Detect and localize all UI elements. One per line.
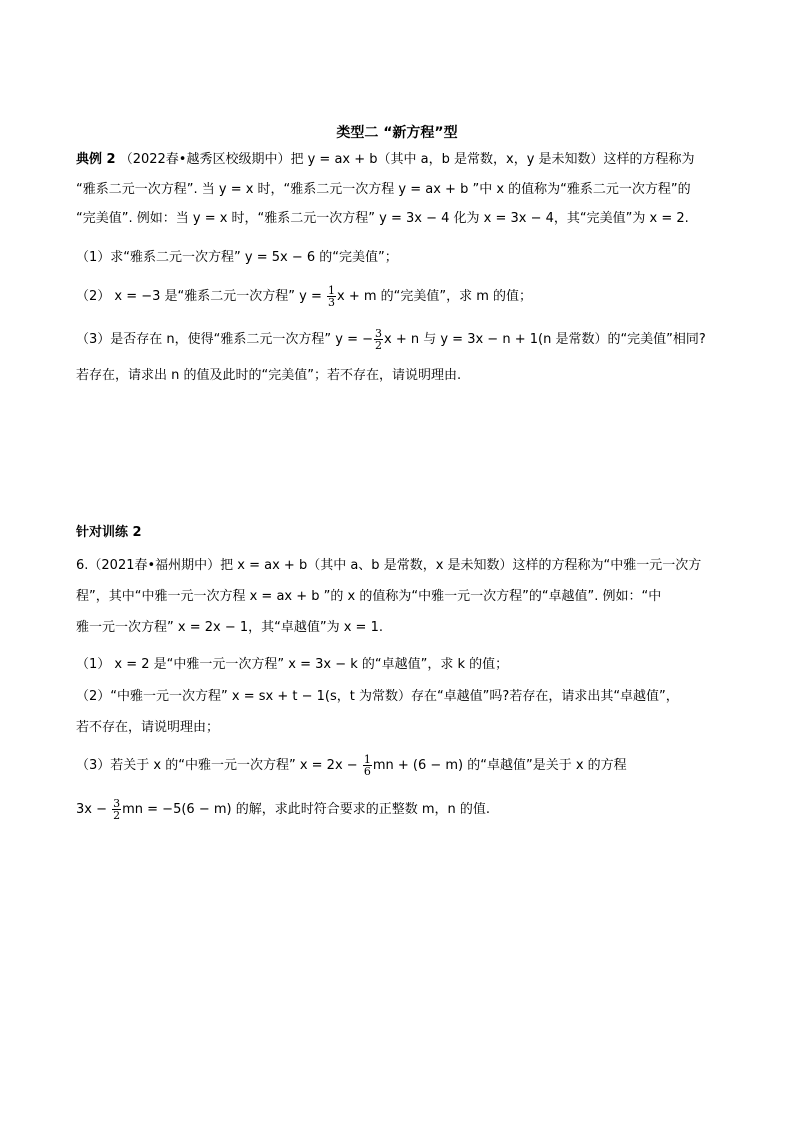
- training-question-1: （1） x = 2 是“中雅一元一次方程” x = 3x − k 的“卓越值”，求 k 的值；: [76, 657, 509, 672]
- example-text-1: （2022春•越秀区校级期中）把 y = ax + b（其中 a，b 是常数，x，y 是未知数）这样的方程称为: [119, 152, 695, 167]
- example-question-2: [76, 285, 532, 308]
- section-title: 类型二 “新方程”型: [336, 125, 458, 141]
- fraction-three-halves: [374, 328, 383, 351]
- fraction-one-third: [327, 285, 336, 308]
- training-line-2: 程”，其中“中雅一元一次方程 x = ax + b ”的 x 的值称为“中雅一元一次方程”的“卓越值”. 例如：“中: [76, 589, 662, 604]
- fraction-numerator: 1: [363, 753, 371, 766]
- training-question-3-line-2: [76, 798, 490, 821]
- example-q3-text-a: （3）是否存在 n，使得“雅系二元一次方程” y = −: [76, 332, 373, 347]
- fraction-denominator: 2: [113, 809, 121, 822]
- example-line-1: [76, 151, 695, 169]
- fraction-three-halves-2: [112, 798, 121, 821]
- training-q3-text-b: mn + (6 − m) 的“卓越值”是关于 x 的方程: [372, 758, 627, 773]
- training-q3-l2-text-a: 3x −: [76, 802, 112, 817]
- fraction-denominator: 6: [363, 765, 371, 778]
- example-question-1: （1）求“雅系二元一次方程” y = 5x − 6 的“完美值”；: [76, 250, 398, 265]
- example-line-2: “雅系二元一次方程”. 当 y = x 时，“雅系二元一次方程 y = ax + b ”中 x 的值称为“雅系二元一次方程”的: [76, 182, 691, 197]
- training-line-1: 6.（2021春•福州期中）把 x = ax + b（其中 a、b 是常数，x 是未知数）这样的方程称为“中雅一元一次方: [76, 558, 702, 573]
- fraction-numerator: 3: [375, 327, 382, 340]
- training-line-3: 雅一元一次方程” x = 2x − 1，其“卓越值”为 x = 1.: [76, 620, 383, 635]
- example-q3-text-b: x + n 与 y = 3x − n + 1(n 是常数）的“完美值”相同?: [384, 332, 706, 347]
- training-q3-text-a: （3）若关于 x 的“中雅一元一次方程” x = 2x −: [76, 758, 362, 773]
- fraction-denominator: 2: [375, 339, 382, 352]
- training-label: 针对训练 2: [76, 525, 142, 540]
- training-question-2: （2）“中雅一元一次方程” x = sx + t − 1(s，t 为常数）存在“卓越值”吗?若存在，请求出其“卓越值”，: [76, 689, 679, 704]
- example-q2-text-a: （2） x = −3 是“雅系二元一次方程” y =: [76, 289, 327, 304]
- example-line-3: “完美值”. 例如：当 y = x 时，“雅系二元一次方程” y = 3x − 4 化为 x = 3x − 4，其“完美值”为 x = 2.: [76, 211, 689, 226]
- training-question-3: [76, 754, 627, 777]
- example-q2-text-b: x + m 的“完美值”，求 m 的值；: [337, 289, 533, 304]
- training-question-2-line-2: 若不存在，请说明理由；: [76, 720, 220, 735]
- fraction-one-sixth: [363, 754, 372, 777]
- example-question-3: [76, 328, 706, 351]
- training-q3-l2-text-b: mn = −5(6 − m) 的解，求此时符合要求的正整数 m，n 的值.: [122, 802, 491, 817]
- fraction-denominator: 3: [328, 296, 336, 309]
- example-question-3-line-2: 若存在，请求出 n 的值及此时的“完美值”；若不存在，请说明理由.: [76, 368, 462, 383]
- fraction-numerator: 1: [328, 284, 336, 297]
- fraction-numerator: 3: [113, 797, 121, 810]
- example-label: 典例 2: [76, 152, 116, 167]
